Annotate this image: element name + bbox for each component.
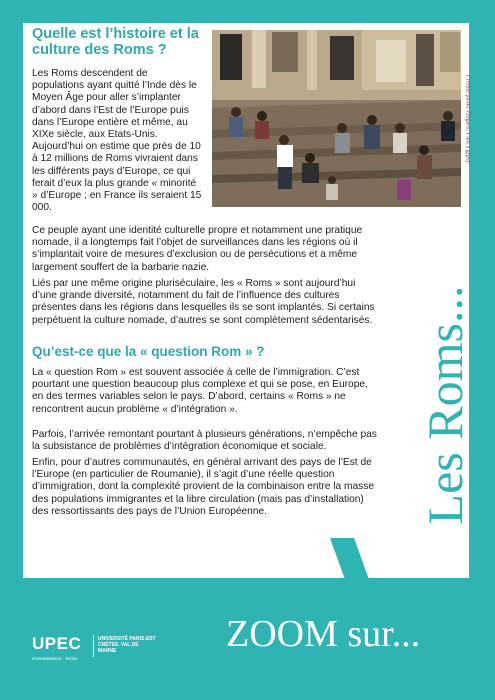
photo-credit bbox=[463, 30, 472, 207]
logo-university-name: UNIVERSITÉ PARIS-EST CRÉTEIL VAL DE MARNE bbox=[98, 636, 156, 655]
vertical-title-text: Les Roms... bbox=[417, 285, 473, 525]
photo-roms-on-steps bbox=[212, 30, 461, 207]
decorative-slash bbox=[330, 538, 380, 610]
paragraph-integration: Parfois, l’arrivée remontant pourtant à plusieurs générations, n’empêche pas la subsistance de problèmes d’intégration économique et sociale. bbox=[32, 429, 377, 453]
logo-wordmark: UPEC bbox=[32, 634, 82, 653]
heading-history-culture: Quelle est l’histoire et la culture des Roms ? bbox=[32, 26, 199, 58]
zoom-sur-title: ZOOM sur... bbox=[226, 613, 421, 655]
logo-tagline: Connaissance · Action bbox=[32, 656, 78, 661]
paragraph-diversity: Liés par une même origine pluriséculaire, les « Roms » sont aujourd’hui d’une grande diversité, notamment du fait de l’influence des cultures présentes dans les régions dans lesquelles ils se sont implantés. Si certains perpétuent la culture nomade, d’autres se sont complètement sédentarisés. bbox=[32, 278, 375, 326]
paragraph-origins: Les Roms descendent de populations ayant quitté l’Inde dès le Moyen Âge pour aller s’implanter d’abord dans l’Est de l’Europe puis dans l’Europe entière et même, au XIXe siècle, aux Etats-Unis. Aujourd’hui on estime que près de 10 à 12 millions de Roms vivraient dans les différents pays d’Europe, ce qui ferait d’eux la plus grande « minorité » d’Europe ; en France ils seraient 15 000. bbox=[32, 68, 202, 214]
heading-rom-question: Qu’est-ce que la « question Rom » ? bbox=[32, 344, 265, 359]
logo-divider bbox=[93, 635, 94, 657]
paragraph-nomadic-identity: Ce peuple ayant une identité culturelle propre et notamment une pratique nomade, il a longtemps fait l’objet de surveillances dans les régions où il s’implantait voire de mesures d’exclusion ou de persécutions et a même largement souffert de la barbarie nazie. bbox=[32, 225, 363, 273]
paragraph-eastern-europe: Enfin, pour d’autres communautés, en général arrivant des pays de l’Est de l’Europe (en particulier de Roumanie), il s’agit d’une réelle question d’immigration, dont la complexité provient de la combinaison entre la masse des populations immigrantes et la libre circulation (mais pas d’installation) des ressortissants des pays de l’Union Européenne. bbox=[32, 457, 375, 517]
upec-logo bbox=[32, 632, 192, 672]
paragraph-immigration: La « question Rom » est souvent associée à celle de l’immigration. C’est pourtant une question beaucoup plus complexe et qui se pose, en Europe, en des termes variables selon le pays. D’abord, certains « Roms » ne rencontrent aucun problème « d’intégration ». bbox=[32, 367, 368, 415]
photo-credit-text: Crédits photo Zingaro, I am a gipsy bbox=[464, 74, 471, 163]
